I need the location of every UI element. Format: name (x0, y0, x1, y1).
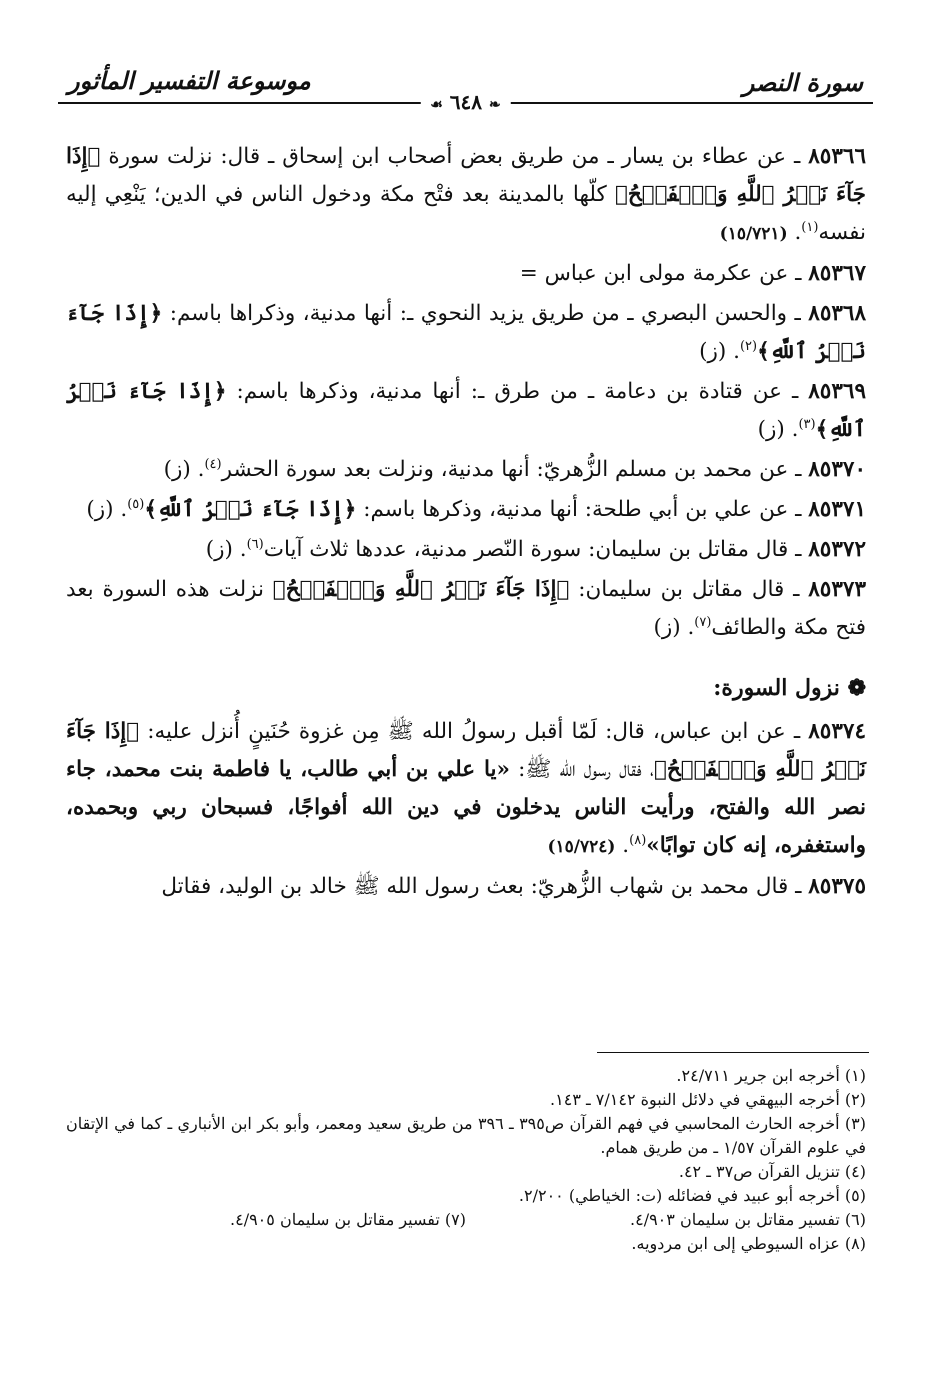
narration-text: . (ز) (86, 497, 128, 522)
hadith-text: «يا علي بن أبي طالب، يا فاطمة بنت محمد، جاء نصر الله والفتح، ورأيت الناس يدخلون في دين الله أفواجًا، فسبحان ربي وبحمده، واستغفره، إنه كان توابًا» (66, 757, 866, 858)
quran-quote: ﴿إِذَا جَآءَ نَصۡرُ ٱللَّهِ وَٱلۡفَتۡحُ﴾ (66, 719, 866, 782)
narration-text: ـ عن محمد بن مسلم الزُّهريّ: أنها مدنية، ونزلت بعد سورة الحشر (221, 457, 809, 482)
footnote: (١) أخرجه ابن جرير ٢٤/٧١١. (676, 1066, 866, 1085)
revelation-narrations-list (66, 713, 866, 906)
page-header (58, 58, 873, 114)
quran-quote: ﴿إِذَا جَآءَ نَصۡرُ ٱللَّهِ﴾ (66, 301, 866, 364)
volume-reference: (١٥/٧٢١) (719, 224, 788, 244)
narration-number: ٨٥٣٦٨ (808, 301, 867, 326)
footnote: (٦) تفسير مقاتل بن سليمان ٤/٩٠٣. (630, 1210, 866, 1229)
narration-text: نزلت هذه السورة بعد فتح مكة والطائف (66, 577, 866, 640)
narration-number: ٨٥٣٧٠ (808, 457, 866, 482)
footnote-marker: (٣) (798, 416, 816, 432)
narration-text: . (615, 833, 630, 858)
narration-text: ـ قال مقاتل بن سليمان: (569, 577, 809, 602)
footnote-marker: (٨) (629, 832, 647, 848)
narration-entry (66, 571, 866, 647)
footnote: (٧) تفسير مقاتل بن سليمان ٤/٩٠٥. (230, 1210, 466, 1229)
narration-number: ٨٥٣٦٩ (808, 379, 866, 404)
footnote: (٤) تنزيل القرآن ص٣٧ ـ ٤٢. (678, 1162, 866, 1181)
narration-number: ٨٥٣٧٥ (808, 874, 866, 899)
narration-entry (66, 868, 866, 906)
narration-text: ـ قال محمد بن شهاب الزُّهريّ: بعث رسول الله ﷺ خالد بن الوليد، فقاتل (161, 874, 809, 899)
narration-text: ـ عن علي بن أبي طلحة: أنها مدنية، وذكرها باسم: (356, 497, 809, 522)
footnote-divider (597, 1052, 869, 1053)
footnote-row (66, 1208, 866, 1232)
narration-text: ـ عن قتادة بن دعامة ـ من طرق ـ: أنها مدنية، وذكرها باسم: (226, 379, 809, 404)
narration-text: . (ز) (699, 339, 740, 364)
footnote-marker: (١) (801, 219, 819, 235)
narration-entry (66, 713, 866, 866)
narration-text: . (ز) (757, 417, 799, 442)
footnote-marker: (٥) (127, 496, 145, 512)
narration-text: ، فقال رسول الله ﷺ: (509, 757, 654, 782)
footnote: (٢) أخرجه البيهقي في دلائل النبوة ٧/١٤٢ ـ ١٤٣. (550, 1090, 866, 1109)
section-title: ❁ نزول السورة: (713, 675, 866, 701)
narration-text: كلّها بالمدينة بعد فتْح مكة ودخول الناس في الدين؛ يَنْعِي إليه نفسه (66, 182, 866, 245)
volume-reference: (١٥/٧٢٤) (547, 837, 616, 857)
narration-text: ـ والحسن البصري ـ من طريق يزيد النحوي ـ: أنها مدنية، وذكراها باسم: (162, 301, 809, 326)
narration-text: . (787, 220, 802, 245)
footnote-marker: (٤) (204, 456, 222, 472)
narration-number: ٨٥٣٧٢ (808, 537, 866, 562)
narration-text: . (ز) (653, 615, 695, 640)
footnotes (66, 1064, 866, 1256)
quran-quote: ﴿إِذَا جَآءَ نَصۡرُ ٱللَّهِ﴾ (144, 497, 357, 522)
ornament-icon: ☙ (430, 97, 443, 113)
narration-entry (66, 491, 866, 529)
footnote-marker: (٧) (694, 614, 712, 630)
narration-text: ـ عن عكرمة مولى ابن عباس = (519, 261, 809, 286)
book-title: موسوعة التفسير المأثور (68, 66, 311, 95)
page-number: ٦٤٨ (449, 90, 483, 114)
footnote-marker: (٦) (246, 536, 264, 552)
narration-text: ـ قال مقاتل بن سليمان: سورة النّصر مدنية، عددها ثلاث آيات (263, 537, 809, 562)
narration-text: . (ز) (163, 457, 205, 482)
footnote: (٣) أخرجه الحارث المحاسبي في فهم القرآن ص٣٩٥ ـ ٣٩٦ من طريق سعيد ومعمر، وأبو بكر ابن الأنباري ـ كما في الإتقان في علوم القرآن ١/٥٧ ـ من طريق همام. (66, 1114, 867, 1157)
narration-entry (66, 451, 866, 489)
narration-number: ٨٥٣٧٤ (808, 719, 866, 744)
narration-text: ـ عن عطاء بن يسار ـ من طريق بعض أصحاب ابن إسحاق ـ قال: نزلت سورة (100, 144, 809, 169)
footnote: (٨) عزاه السيوطي إلى ابن مردويه. (631, 1234, 866, 1253)
narration-number: ٨٥٣٦٦ (808, 144, 866, 169)
narration-entry (66, 255, 866, 293)
main-text (66, 138, 866, 908)
ornament-icon: ❧ (489, 97, 501, 113)
narration-entry (66, 373, 866, 449)
narration-text: . (ز) (205, 537, 247, 562)
quran-quote: ﴿إِذَا جَآءَ نَصۡرُ ٱللَّهِ وَٱلۡفَتۡحُ﴾ (272, 577, 570, 602)
narration-entry (66, 531, 866, 569)
narration-number: ٨٥٣٦٧ (808, 261, 866, 286)
narration-number: ٨٥٣٧٣ (808, 577, 866, 602)
narration-entry (66, 138, 866, 253)
quran-quote: ﴿إِذَا جَآءَ نَصۡرُ ٱللَّهِ﴾ (66, 379, 866, 442)
quran-quote: ﴿إِذَا جَآءَ نَصۡرُ ٱللَّهِ وَٱلۡفَتۡحُ﴾ (66, 144, 866, 207)
narrations-list (66, 138, 866, 647)
footnote-marker: (٢) (739, 338, 758, 354)
narration-entry (66, 295, 866, 371)
footnote: (٥) أخرجه أبو عبيد في فضائله (ت: الخياطي) ٢/٢٠٠. (518, 1186, 866, 1205)
page-number-box (420, 90, 510, 114)
narration-number: ٨٥٣٧١ (808, 497, 866, 522)
surah-title: سورة النصر (742, 68, 863, 97)
narration-text: ـ عن ابن عباس، قال: لَمّا أقبل رسولُ الله ﷺ مِن غزوة حُنَينٍ أُنزل عليه: (139, 719, 809, 744)
